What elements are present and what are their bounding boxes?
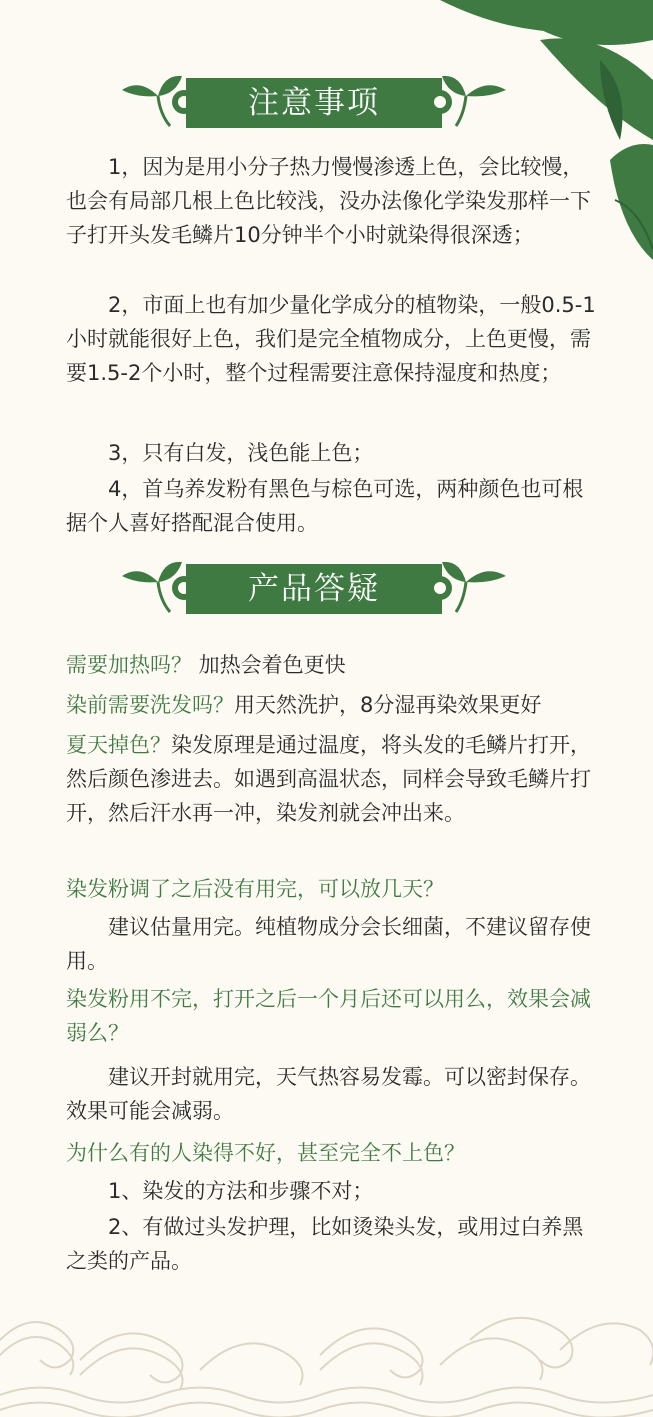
qa-item bbox=[66, 728, 596, 830]
section-title: 注意事项 bbox=[186, 78, 442, 128]
notice-paragraph: 1，因为是用小分子热力慢慢渗透上色，会比较慢，也会有局部几根上色比较浅，没办法像化学染发那样一下子打开头发毛鳞片10分钟半个小时就染得很深透； bbox=[66, 155, 591, 247]
question: 染前需要洗发吗？ bbox=[66, 693, 234, 717]
answer: 用天然洗护，8分湿再染效果更好 bbox=[234, 693, 542, 717]
leaf-left-icon bbox=[118, 556, 190, 620]
answer: 1、染发的方法和步骤不对； bbox=[108, 1179, 374, 1203]
question: 染发粉调了之后没有用完，可以放几天？ bbox=[66, 877, 444, 901]
leaf-left-icon bbox=[118, 70, 190, 134]
wave-pattern-icon bbox=[0, 1300, 653, 1417]
qa-item bbox=[66, 648, 596, 682]
question: 需要加热吗？ bbox=[66, 653, 192, 677]
answer: 染发原理是通过温度，将头发的毛鳞片打开，然后颜色渗进去。如遇到高温状态，同样会导致毛鳞片打开，然后汗水再一冲，染发剂就会冲出来。 bbox=[66, 733, 591, 825]
notice-paragraph: 3，只有白发，浅色能上色； bbox=[108, 441, 374, 465]
answer: 2、有做过头发护理，比如烫染头发，或用过白养黑之类的产品。 bbox=[66, 1215, 584, 1273]
answer: 建议估量用完。纯植物成分会长细菌，不建议留存使用。 bbox=[66, 915, 591, 973]
question: 为什么有的人染得不好，甚至完全不上色？ bbox=[66, 1141, 465, 1165]
question: 染发粉用不完，打开之后一个月后还可以用么，效果会减弱么？ bbox=[66, 987, 591, 1045]
question: 夏天掉色？ bbox=[66, 733, 171, 757]
section-banner bbox=[0, 556, 653, 620]
leaf-right-icon bbox=[430, 70, 510, 134]
leaf-right-icon bbox=[430, 556, 510, 620]
qa-item bbox=[66, 688, 626, 722]
section-title: 产品答疑 bbox=[186, 564, 442, 614]
notice-paragraph: 2，市面上也有加少量化学成分的植物染，一般0.5-1小时就能很好上色，我们是完全植物成分，上色更慢，需要1.5-2个小时，整个过程需要注意保持湿度和热度； bbox=[66, 293, 596, 385]
section-banner bbox=[0, 70, 653, 134]
answer: 建议开封就用完，天气热容易发霉。可以密封保存。效果可能会减弱。 bbox=[66, 1065, 591, 1123]
answer: 加热会着色更快 bbox=[192, 653, 346, 677]
notice-paragraph: 4，首乌养发粉有黑色与棕色可选，两种颜色也可根据个人喜好搭配混合使用。 bbox=[66, 477, 584, 535]
